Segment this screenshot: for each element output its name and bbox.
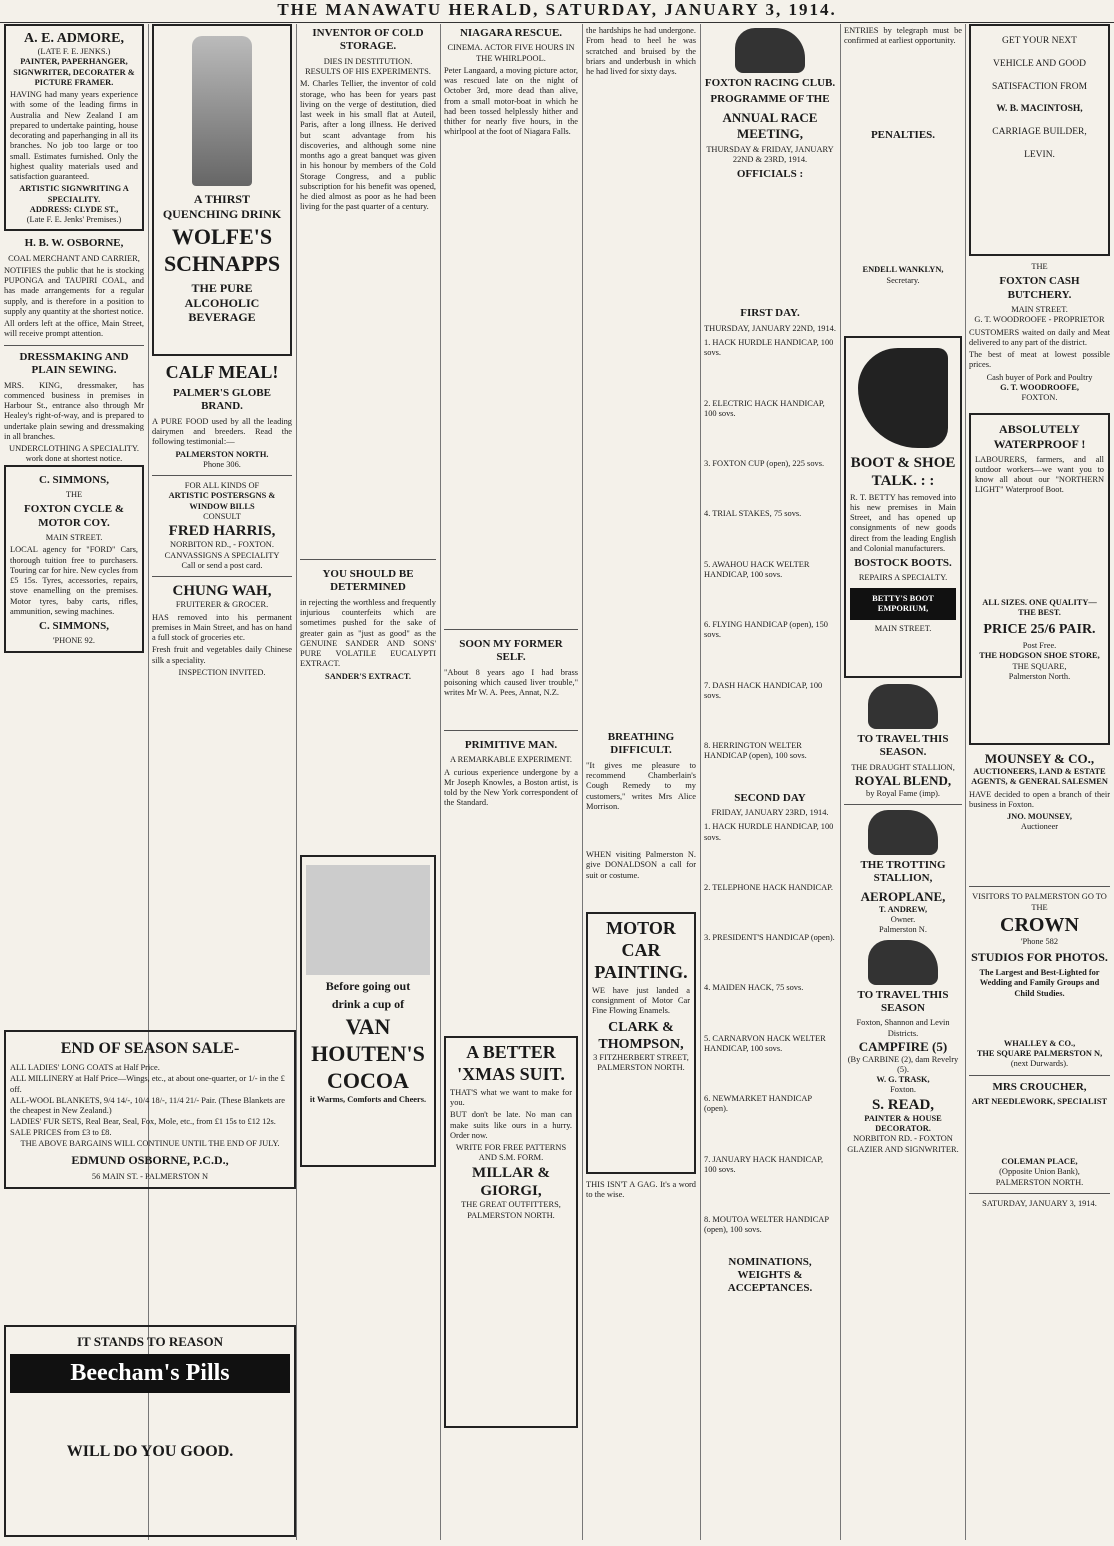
ad-line: FOR ALL KINDS OF [184, 481, 260, 491]
ad-street: MAIN STREET. [1011, 305, 1068, 315]
ad-sizes: ALL SIZES. ONE QUALITY—THE BEST. [982, 597, 1097, 617]
admore-ad [4, 24, 144, 231]
ad-tagline: A THIRST QUENCHING DRINK [162, 192, 282, 221]
sale-item: LADIES' FUR SETS, Real Bear, Seal, Fox, Mole, etc., from £1 15s to £12 12s. SALE PRICES from £3 to £8. [10, 1117, 276, 1138]
race: 4. MAIDEN HACK, 75 sovs. [704, 983, 804, 993]
meeting-dates: THURSDAY & FRIDAY, JANUARY 22ND & 23RD, 1914. [706, 144, 834, 164]
day2-heading: SECOND DAY [734, 791, 806, 804]
ad-name: MILLAR & GIORGI, [472, 1164, 550, 1199]
ad-body: HAVE decided to open a branch of their business in Foxton. [969, 789, 1110, 809]
beecham-ad [4, 1325, 296, 1537]
article-title: INVENTOR OF COLD STORAGE. [312, 27, 424, 53]
ad-city: LEVIN. [1024, 149, 1055, 160]
race: 3. FOXTON CUP (open), 225 sovs. [704, 459, 825, 469]
article-sub: CINEMA. ACTOR FIVE HOURS IN THE WHIRLPOOL. [447, 43, 575, 63]
ad-city: Palmerston N. [879, 925, 927, 935]
ad-note: work done at shortest notice. [25, 454, 123, 464]
article-title: SOON MY FORMER SELF. [459, 638, 563, 664]
soon-article [444, 635, 578, 725]
article-title: BREATHING DIFFICULT. [607, 731, 675, 757]
simmons-ad [4, 465, 144, 653]
inventor-article [300, 24, 436, 554]
ad-sub: The Largest and Best-Lighted for Wedding and Family Groups and Child Studies. [979, 968, 1100, 998]
ad-signature: G. T. WOODROOFE, [1000, 382, 1079, 392]
ad-body: LOCAL agency for "FORD" Cars, thorough tuition free to purchasers. Touring car for hire. New cycles from £5 15s. Tyres, accessories, repairs, stove enamelling on the premises. Motor tyres, baby carts, rifles, ammunition, sewing machines. [10, 545, 138, 616]
secretary-role: Secretary. [886, 275, 920, 285]
ad-sub: (LATE F. E. JENKS.) [37, 47, 111, 57]
ad-sub: AUCTIONEERS, LAND & ESTATE AGENTS, & GENERAL SALESMEN [971, 767, 1108, 787]
column-5 [586, 24, 696, 1540]
column-3 [300, 24, 436, 1540]
article-body: "About 8 years ago I had brass poisoning which caused liver trouble," writes Mr W. A. Pees, Annat, N.Z. [444, 667, 578, 698]
race: 7. DASH HACK HANDICAP, 100 sovs. [704, 680, 823, 700]
article-title: PRIMITIVE MAN. [464, 739, 558, 751]
ad-name: FRED HARRIS, [168, 523, 276, 540]
ad-address: PALMERSTON NORTH. [467, 1210, 555, 1220]
ad-name: CROWN [1000, 913, 1079, 936]
ad-title: CALF MEAL! [165, 362, 279, 382]
secretary-name: ENDELL WANKLYN, [862, 265, 944, 275]
ad-title: BOOT & SHOE TALK. : : [850, 454, 956, 490]
sale-item: ALL-WOOL BLANKETS, 9/4 14/-, 10/4 18/-, 11/4 21/- Pair. (These Blankets are the cheapest in New Zealand.) [10, 1095, 286, 1116]
ad-note: (next Durwards). [1010, 1059, 1069, 1069]
ad-owner-role: Owner. [890, 915, 916, 924]
ad-phone: 'Phone 582 [1020, 937, 1059, 947]
ad-spec: ARTISTIC SIGNWRITING A SPECIALITY. [19, 184, 129, 204]
race: 5. AWAHOU HACK WELTER HANDICAP, 100 sovs. [704, 559, 810, 579]
ad-title: THE TROTTING STALLION, [860, 859, 946, 885]
sander-ad [300, 565, 436, 835]
officials-heading: OFFICIALS : [736, 168, 804, 181]
osborne-ad [4, 237, 144, 339]
article-body: the hardships he had undergone. From head to heel he was scratched and bruised by the briars and underbush in which he had lived for sixty days. [586, 26, 696, 76]
ad-signature: JNO. MOUNSEY, [1006, 812, 1073, 822]
breathing-article [586, 728, 696, 848]
race: 5. CARNARVON HACK WELTER HANDICAP, 100 sovs. [704, 1033, 826, 1053]
ad-body: MRS. KING, dressmaker, has commenced business in premises in Harbour St., entrance also through Mr Healey's right-of-way, and is prepared to undertake plain sewing and dressmaking in all branches. [4, 380, 144, 441]
article-sub: RESULTS OF HIS EXPERIMENTS. [305, 67, 431, 77]
race: 1. HACK HURDLE HANDICAP, 100 sovs. [704, 338, 834, 358]
ad-price: PRICE 25/6 PAIR. [983, 622, 1096, 638]
article-body: M. Charles Tellier, the inventor of cold storage, who has been for years past living on the verge of destitution, died last week in his small flat at Auteil, Paris, after a long illness. He derived but scant advantage from his discoveries, and although some nine months ago a great banquet was given in his honour by members of the Cold Storage Congress, and a public subscription for his benefit was opened, he died almost as poor as he had been living for the past quarter of a century. [300, 79, 436, 212]
ad-city: PALMERSTON NORTH. [175, 449, 269, 459]
article-sub: DIES IN DESTITUTION. [323, 56, 413, 66]
ad-city: Foxton. [890, 1085, 916, 1095]
ad-address: 3 FITZHERBERT STREET, [593, 1052, 689, 1062]
xmas-suit-ad [444, 1036, 578, 1428]
ad-title: TO TRAVEL THIS SEASON. [857, 732, 949, 759]
wolfe-ad [152, 24, 292, 356]
sale-item: ALL LADIES' LONG COATS at Half Price. [10, 1062, 160, 1072]
ad-by: (By CARBINE (2), dam Revelry (5). [847, 1054, 959, 1074]
ad-name: C. SIMMONS, [39, 473, 109, 486]
crown-studios-ad [969, 892, 1110, 1069]
ad-title: ABSOLUTELY WATERPROOF ! [993, 422, 1086, 451]
dressmaking-ad [4, 351, 144, 465]
draught-horse-icon [868, 684, 938, 729]
ad-sub: THE GREAT OUTFITTERS, [461, 1200, 561, 1210]
ad-body: LABOURERS, farmers, and all outdoor workers—we want you to know all about our "NORTHERN LIGHT" Waterproof Boot. [975, 454, 1104, 495]
ad-name: CAMPFIRE (5) [858, 1038, 948, 1054]
ad-brand: Beecham's Pills [10, 1354, 290, 1393]
ad-line: GET YOUR NEXT [1002, 36, 1077, 46]
article-body: "It gives me pleasure to recommend Chamberlain's Cough Remedy to my customers," writes Mrs Alice Morrison. [586, 760, 696, 811]
donaldson-ad: WHEN visiting Palmerston N. give DONALDSON a call for suit or costume. [586, 850, 696, 880]
ad-street: MAIN STREET. [45, 533, 103, 543]
ad-trade: FRUITERER & GROCER. [175, 600, 269, 610]
article-body: Peter Langaard, a moving picture actor, was rescued late on the night of October 3rd, more dead than alive, from a small motor-boat in which he had been tossed helplessly hither and thither for nearly five hours, in the whirlpool at the foot of Niagara Falls. [444, 65, 578, 137]
ad-the: THE [65, 489, 83, 499]
ad-city: Palmerston North. [1008, 671, 1071, 681]
race: 4. TRIAL STAKES, 75 sovs. [704, 509, 802, 519]
column-1 [4, 24, 144, 1540]
day1-date: THURSDAY, JANUARY 22ND, 1914. [704, 323, 836, 333]
ad-sub: THE DRAUGHT STALLION, [851, 762, 955, 772]
ad-body: A PURE FOOD used by all the leading dairymen and breeders. Read the following testimonial:— [152, 416, 292, 447]
niagara-article [444, 24, 578, 624]
race: 8. MOUTOA WELTER HANDICAP (open), 100 sovs. [704, 1215, 829, 1235]
ad-note: Post Free. [1022, 641, 1057, 651]
ad-city: FOXTON. [1021, 393, 1058, 403]
ad-the: THE [1031, 262, 1048, 271]
ad-body-2: Fresh fruit and vegetables daily Chinese silk a speciality. [152, 645, 292, 665]
sale-ad [4, 1030, 296, 1189]
column-6 [704, 24, 836, 1540]
sale-item: THE ABOVE BARGAINS WILL CONTINUE UNTIL THE END OF JULY. [20, 1139, 280, 1149]
ad-head: IT STANDS TO REASON [76, 1334, 224, 1349]
ad-proprietor: G. T. WOODROOFE - PROPRIETOR [974, 315, 1105, 325]
ad-trade: PAINTER, PAPERHANGER, SIGNWRITER, DECORATER & PICTURE FRAMER. [13, 57, 135, 87]
ad-body-2: All orders left at the office, Main Street, will receive prompt attention. [4, 319, 144, 339]
ad-tagline: WILL DO YOU GOOD. [66, 1443, 234, 1460]
race: 8. HERRINGTON WELTER HANDICAP (open), 100 sovs. [704, 741, 807, 761]
ad-body: WE have just landed a consignment of Motor Car Fine Flowing Enamels. [592, 985, 690, 1016]
campfire-horse-icon [868, 940, 938, 985]
ad-company: FOXTON CYCLE & MOTOR COY. [23, 503, 125, 529]
woman-illustration [306, 865, 430, 975]
meeting-title: ANNUAL RACE MEETING, [722, 109, 818, 141]
ad-sub: THE PURE ALCOHOLIC BEVERAGE [184, 280, 260, 325]
read-glazier: GLAZIER AND SIGNWRITER. [847, 1144, 959, 1154]
penalties-heading: PENALTIES. [870, 129, 936, 141]
ad-note: Call or send a post card. [181, 560, 263, 570]
ad-brand: BOSTOCK BOOTS. [854, 557, 952, 569]
ad-name: AEROPLANE, [860, 888, 946, 904]
macintosh-ad [969, 24, 1110, 256]
article-sub: A REMARKABLE EXPERIMENT. [450, 755, 572, 765]
ad-line: VEHICLE AND GOOD [993, 58, 1086, 69]
read-name: S. READ, [871, 1096, 935, 1113]
horse-icon [735, 28, 805, 73]
ad-street: MAIN STREET. [874, 624, 932, 634]
van-houten-ad [300, 855, 436, 1167]
ad-body: in rejecting the worthless and frequently injurious counterfeits which are sometimes pushed for the sake of greater gain as "just as good" as the GENUINE SANDER AND SONS' PURE VOLATILE EUCALYPTI EXTRACT. [300, 597, 436, 669]
ad-body-2: BUT don't be late. No man can make suits like ours in a hurry. Order now. [450, 1110, 572, 1140]
column-7 [844, 24, 962, 1540]
ad-body-2: The best of meat at lowest possible prices. [969, 350, 1110, 370]
ad-name: MRS CROUCHER, [992, 1080, 1087, 1093]
column-4 [444, 24, 578, 1540]
trotting-horse-icon [868, 810, 938, 855]
ad-line: ARTISTIC POSTERSGNS & WINDOW BILLS [168, 491, 276, 511]
race: 6. NEWMARKET HANDICAP (open). [704, 1094, 812, 1114]
ad-line: CONSULT [203, 511, 241, 521]
ad-note: WRITE FOR FREE PATTERNS AND S.M. FORM. [455, 1143, 567, 1163]
ad-body: NOTIFIES the public that he is stocking PUPONGA and TAUPIRI COAL, and has made arrangements for a regular supply, and is therefore in a position to supply any quantity at the shortest notice. [4, 265, 144, 316]
ad-city: PALMERSTON NORTH. [995, 1177, 1084, 1187]
ad-name: W. B. MACINTOSH, [996, 104, 1083, 115]
ad-line: Before going out [325, 979, 411, 993]
race: 2. TELEPHONE HACK HANDICAP. [704, 882, 833, 892]
ad-name: MOUNSEY & CO., [984, 751, 1095, 767]
ad-name: THE HODGSON SHOE STORE, [979, 651, 1100, 661]
ad-title: A BETTER 'XMAS SUIT. [457, 1042, 565, 1084]
ad-street: THE SQUARE, [1012, 661, 1067, 671]
ad-title: END OF SEASON SALE- [60, 1040, 240, 1057]
boot-icon [858, 348, 948, 448]
ad-line: drink a cup of [331, 996, 405, 1011]
ad-sub: PALMER'S GLOBE BRAND. [173, 386, 271, 413]
boot-shoe-ad [844, 336, 962, 678]
article-body: A curious experience undergone by a Mr Joseph Knowles, a Boston artist, is told by the New York correspondent of the Standard. [444, 767, 578, 808]
ad-spec: REPAIRS A SPECIALTY. [858, 573, 948, 583]
ad-owner: WHALLEY & CO., [1003, 1038, 1076, 1048]
ad-by: by Royal Fame (imp). [866, 788, 940, 798]
read-address: NORBITON RD. - FOXTON [853, 1134, 953, 1144]
ad-line: VISITORS TO PALMERSTON GO TO THE [972, 892, 1107, 912]
primitive-man-article [444, 736, 578, 1036]
article-title: NIAGARA RESCUE. [459, 27, 563, 39]
ad-signature: SANDER'S EXTRACT. [325, 671, 411, 681]
ad-brand: WOLFE'S SCHNAPPS [163, 224, 281, 277]
ad-brand: VAN HOUTEN'S COCOA [311, 1014, 425, 1093]
read-trade: PAINTER & HOUSE DECORATOR. [864, 1113, 942, 1134]
race: 6. FLYING HANDICAP (open), 150 sovs. [704, 620, 828, 640]
ad-spec: UNDERCLOTHING A SPECIALITY. [9, 444, 139, 454]
programme-title: PROGRAMME OF THE [710, 93, 830, 106]
ad-line: SATISFACTION FROM [991, 81, 1088, 92]
ad-owner: W. G. TRASK, [876, 1075, 930, 1085]
chung-wah-ad [152, 582, 292, 678]
day1-heading: FIRST DAY. [740, 307, 800, 320]
waterproof-ad [969, 413, 1110, 745]
ad-address: 56 MAIN ST. - PALMERSTON N [91, 1171, 209, 1181]
ad-note: INSPECTION INVITED. [178, 667, 266, 677]
ad-name: BETTY'S BOOT EMPORIUM, [850, 588, 956, 621]
race: 2. ELECTRIC HACK HANDICAP, 100 sovs. [704, 398, 825, 418]
ad-title: MOTOR CAR PAINTING. [594, 918, 688, 982]
ad-name: FOXTON CASH BUTCHERY. [999, 275, 1080, 301]
ad-spec: CANVASSIGNS A SPECIALITY [164, 550, 280, 560]
ad-signature: C. SIMMONS, [39, 620, 109, 633]
butchery-ad [969, 262, 1110, 403]
footer-date: SATURDAY, JANUARY 3, 1914. [982, 1198, 1097, 1208]
gag-notice: THIS ISN'T A GAG. It's a word to the wise. [586, 1180, 696, 1200]
ad-trade: ART NEEDLEWORK, SPECIALIST [971, 1096, 1108, 1106]
ad-address: NORBITON RD., - FOXTON. [170, 540, 274, 550]
ad-street: THE SQUARE PALMERSTON N, [976, 1049, 1103, 1059]
ad-role: Auctioneer [1020, 822, 1059, 832]
entries-note: ENTRIES by telegraph must be confirmed at earliest opportunity. [844, 26, 962, 46]
ad-trade: COAL MERCHANT AND CARRIER, [8, 253, 140, 263]
croucher-ad [969, 1081, 1110, 1188]
column-2 [152, 24, 292, 1004]
ad-body: R. T. BETTY has removed into his new premises in Main Street, and has opened up consignments of new goods direct from the leading English and Colonial manufacturers. [850, 492, 956, 553]
bottle-icon [192, 36, 252, 186]
ad-title: STUDIOS FOR PHOTOS. [971, 950, 1108, 965]
ad-name: CLARK & THOMPSON, [598, 1019, 684, 1052]
ad-name: EDMUND OSBORNE, P.C.D., [71, 1153, 229, 1168]
ad-tagline: it Warms, Comforts and Cheers. [309, 1094, 427, 1104]
ad-title: DRESSMAKING AND PLAIN SEWING. [19, 350, 129, 377]
masthead: THE MANAWATU HERALD, SATURDAY, JANUARY 3, 1914. [0, 0, 1114, 23]
ad-name: A. E. ADMORE, [24, 31, 124, 46]
calf-meal-ad [152, 362, 292, 470]
ad-title: YOU SHOULD BE DETERMINED [322, 568, 414, 594]
ad-owner: T. ANDREW, [878, 904, 928, 914]
day2-date: FRIDAY, JANUARY 23RD, 1914. [711, 808, 829, 817]
motor-ad [586, 912, 696, 1174]
ad-body: HAS removed into his permanent premises in Main Street, and has on hand a full stock of groceries etc. [152, 612, 292, 643]
harris-ad [152, 481, 292, 571]
ad-address: ADDRESS: CLYDE ST., [29, 204, 119, 214]
column-8 [969, 24, 1110, 1540]
ad-name: ROYAL BLEND, [854, 772, 952, 788]
ad-name: CHUNG WAH, [172, 583, 272, 600]
ad-city: PALMERSTON NORTH. [597, 1063, 685, 1073]
ad-trade: CARRIAGE BUILDER, [992, 127, 1087, 138]
club-name: FOXTON RACING CLUB. [704, 77, 836, 89]
ad-sub: Foxton, Shannon and Levin Districts. [856, 1018, 950, 1038]
ad-phone: 'PHONE 92. [53, 636, 95, 646]
ad-note: (Opposite Union Bank), [999, 1167, 1080, 1177]
nominations-heading: NOMINATIONS, WEIGHTS & ACCEPTANCES. [727, 1255, 813, 1295]
ad-street: COLEMAN PLACE, [1001, 1157, 1078, 1167]
mounsey-ad [969, 751, 1110, 881]
ad-address-note: (Late F. E. Jenks' Premises.) [26, 215, 122, 225]
race: 7. JANUARY HACK HANDICAP, 100 sovs. [704, 1154, 824, 1174]
race: 3. PRESIDENT'S HANDICAP (open). [704, 933, 835, 942]
race: 1. HACK HURDLE HANDICAP, 100 sovs. [704, 822, 834, 842]
ad-phone: Phone 306. [203, 459, 241, 469]
ad-body: CUSTOMERS waited on daily and Meat delivered to any part of the district. [969, 327, 1110, 347]
ad-body: THAT'S what we want to make for you. [450, 1087, 572, 1108]
ad-name: H. B. W. OSBORNE, [24, 237, 124, 250]
ad-body: HAVING had many years experience with some of the leading firms in Australia and New Zealand I am prepared to undertake painting, house decorating and paperhanging in all its branches. No job too large or too small. Estimates furnished. Only the highest quality materials used and satisfaction guaranteed. [10, 90, 138, 182]
sale-item: ALL MILLINERY at Half Price—Wings, etc., at about one-quarter, or 1/- in the £ off. [10, 1073, 285, 1094]
ad-title: TO TRAVEL THIS SEASON [857, 988, 949, 1014]
ad-note: Cash buyer of Pork and Poultry [986, 372, 1093, 382]
